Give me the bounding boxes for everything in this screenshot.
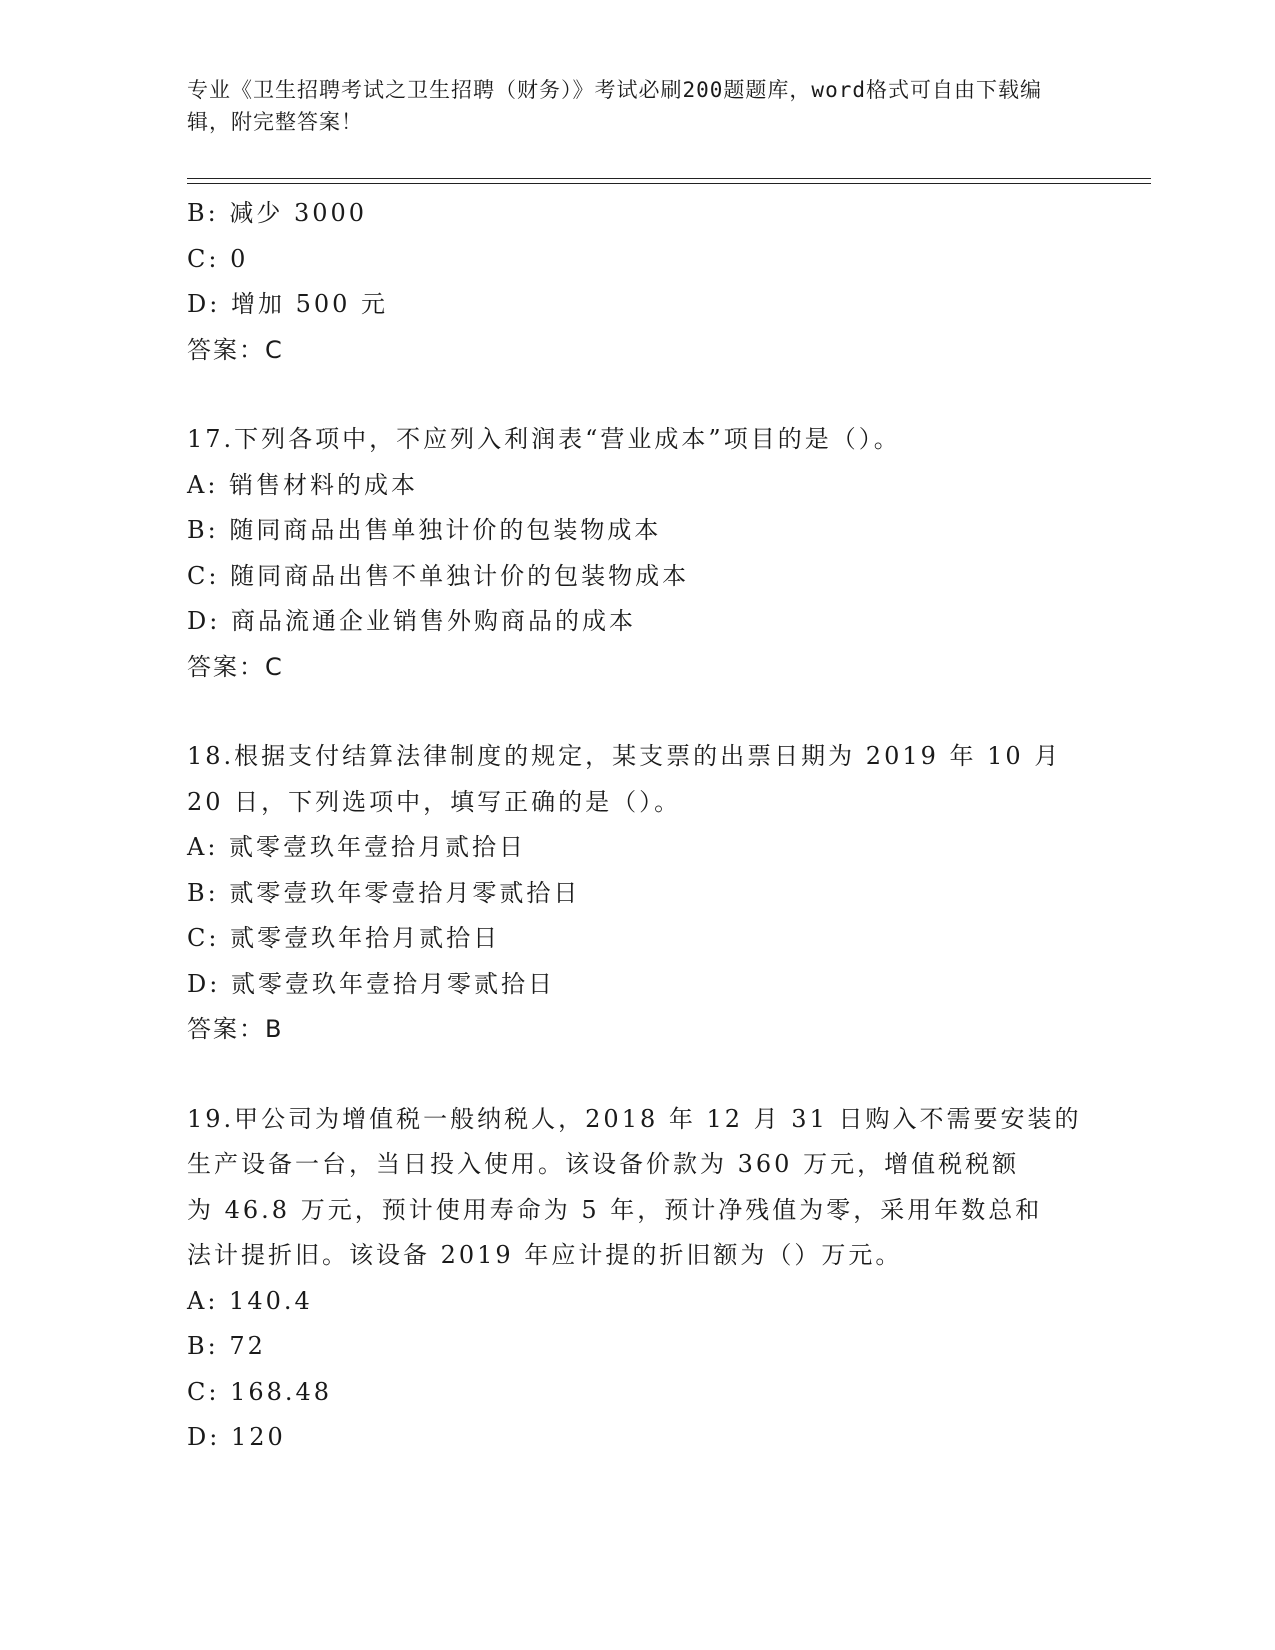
option-a: A: 销售材料的成本 [187, 470, 419, 499]
option-c: C: 贰零壹玖年拾月贰拾日 [187, 924, 501, 952]
question-stem: 19.甲公司为增值税一般纳税人，2018 年 12 月 31 日购入不需要安装的 [187, 1104, 1082, 1133]
answer-line: 答案：C [187, 652, 284, 681]
option-d: D: 商品流通企业销售外购商品的成本 [187, 607, 636, 635]
question-block-17 [187, 417, 1147, 690]
answer-line: 答案：B [187, 1015, 284, 1043]
question-stem: 法计提折旧。该设备 2019 年应计提的折旧额为（）万元。 [187, 1241, 903, 1269]
question-block-19 [187, 1097, 1147, 1461]
question-stem: 18.根据支付结算法律制度的规定，某支票的出票日期为 2019 年 10 月 [187, 742, 1062, 770]
option-d: D: 120 [187, 1423, 286, 1451]
option-b: B: 减少 3000 [187, 199, 368, 227]
option-b: B: 随同商品出售单独计价的包装物成本 [187, 516, 662, 544]
option-c: C: 168.48 [187, 1377, 333, 1406]
option-d: D: 贰零壹玖年壹拾月零贰拾日 [187, 969, 555, 998]
question-stem: 为 46.8 万元，预计使用寿命为 5 年，预计净残值为零，采用年数总和 [187, 1195, 1043, 1224]
option-a: A: 140.4 [187, 1286, 313, 1315]
question-stem: 生产设备一台，当日投入使用。该设备价款为 360 万元，增值税税额 [187, 1150, 1020, 1178]
question-stem: 20 日，下列选项中，填写正确的是（）。 [187, 787, 682, 816]
header-divider-top [187, 178, 1151, 179]
option-b: B: 72 [187, 1332, 266, 1360]
option-c: C: 0 [187, 244, 249, 273]
spacer [187, 690, 1147, 734]
question-block-18 [187, 734, 1147, 1053]
header-divider-bottom [187, 183, 1151, 184]
document-header: 专业《卫生招聘考试之卫生招聘（财务）》考试必刷200题题库，word格式可自由下载编辑，附完整答案！ [187, 78, 1042, 134]
option-b: B: 贰零壹玖年零壹拾月零贰拾日 [187, 878, 581, 907]
question-stem: 17.下列各项中，不应列入利润表“营业成本”项目的是（）。 [187, 425, 901, 453]
question-block-prev [187, 191, 1147, 373]
answer-line: 答案：C [187, 335, 284, 364]
document-content [187, 191, 1147, 1461]
option-a: A: 贰零壹玖年壹拾月贰拾日 [187, 833, 527, 861]
spacer [187, 373, 1147, 417]
option-c: C: 随同商品出售不单独计价的包装物成本 [187, 561, 690, 590]
spacer [187, 1053, 1147, 1097]
option-d: D: 增加 500 元 [187, 290, 389, 318]
